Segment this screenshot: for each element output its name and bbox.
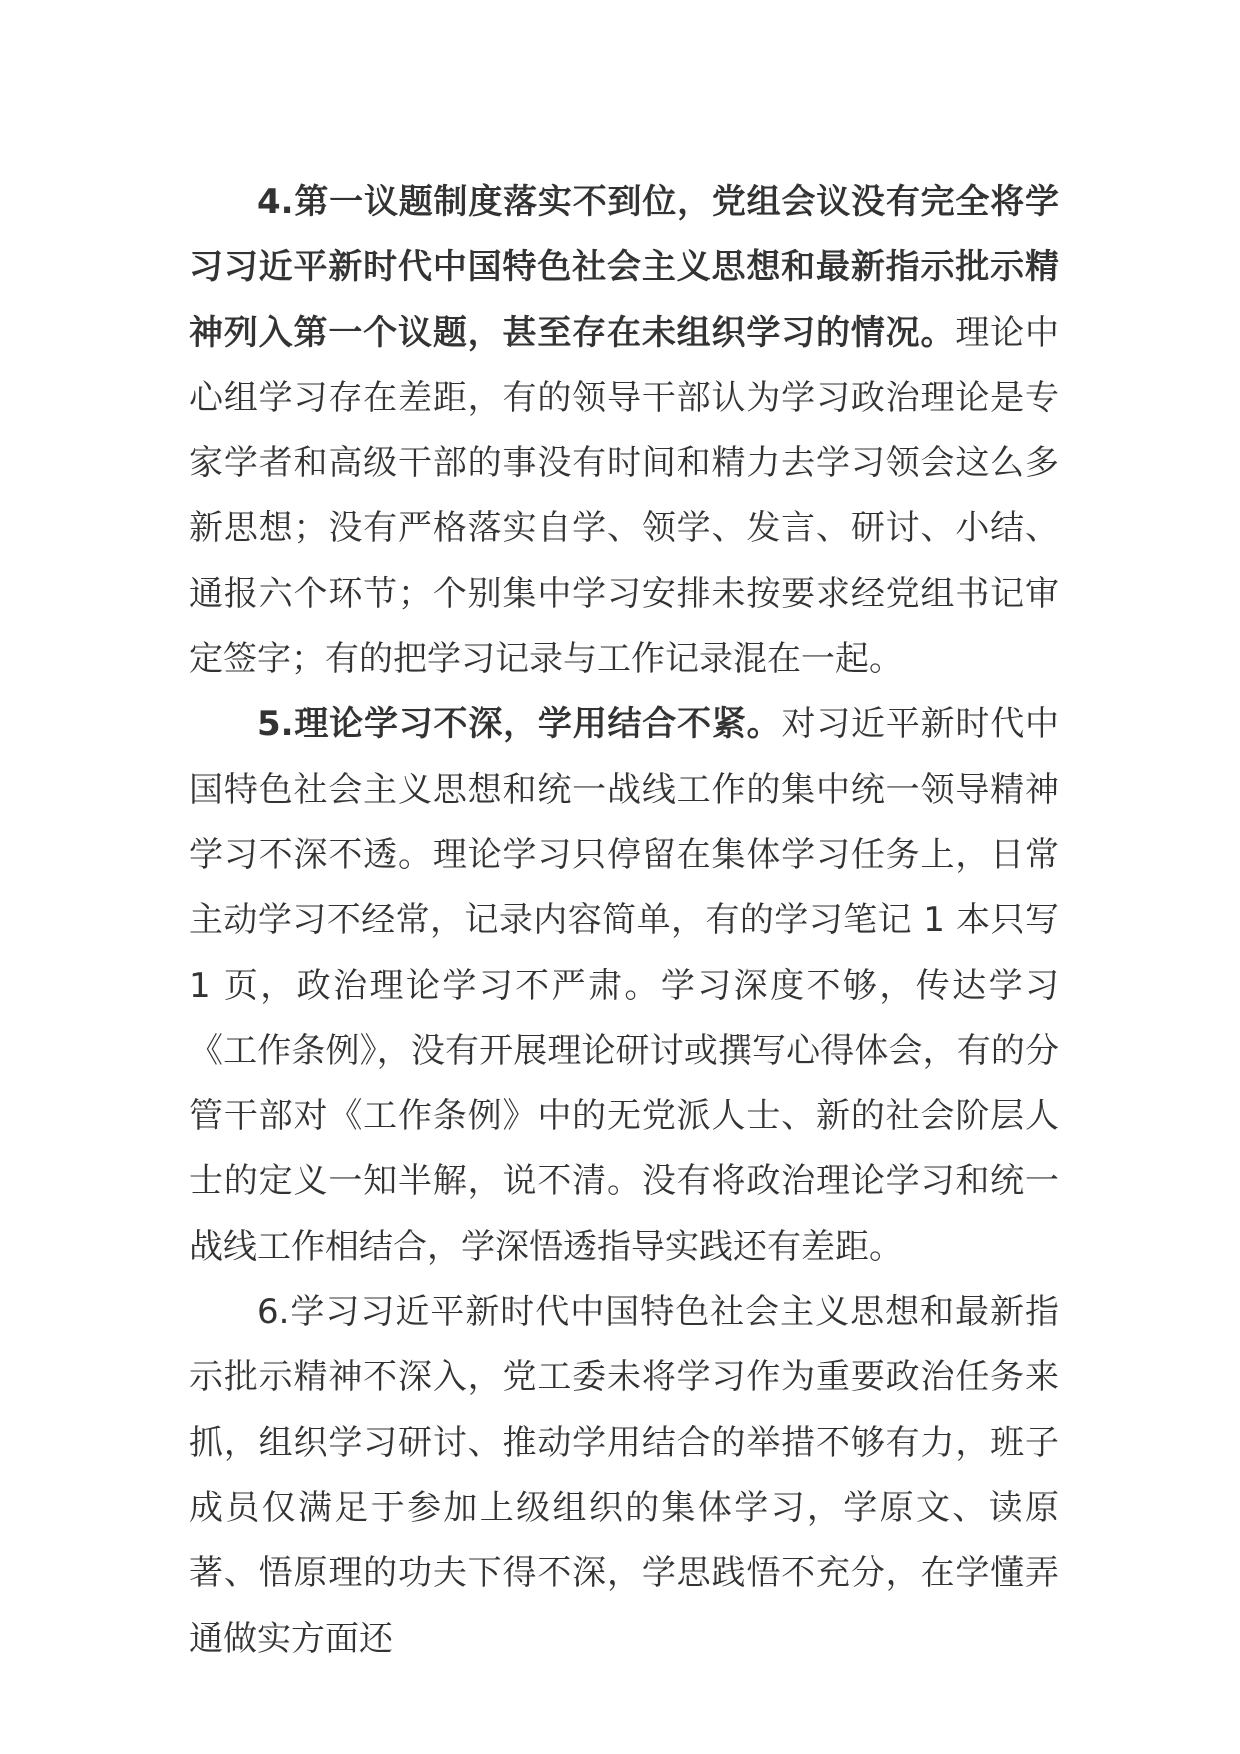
paragraph-4-body: 理论中心组学习存在差距，有的领导干部认为学习政治理论是专家学者和高级干部的事没有时间和精力去学习领会这么多新思想；没有严格落实自学、领学、发言、研讨、小结、通报六个环节；个别集中学习安排未按要求经党组书记审定签字；有的把学习记录与工作记录混在一起。 (189, 312, 1060, 680)
document-page (189, 170, 1059, 1672)
paragraph-5-body: 对习近平新时代中国特色社会主义思想和统一战线工作的集中统一领导精神学习不深不透。理论学习只停留在集体学习任务上，日常主动学习不经常，记录内容简单，有的学习笔记 1 本只写 1 页，政治理论学习不严肃。学习深度不够，传达学习《工作条例》，没有开展理论研讨或撰写心得体会，有的分管干部对《工作条例》中的无党派人士、新的社会阶层人士的定义一知半解，说不清。没有将政治理论学习和统一战线工作相结合，学深悟透指导实践还有差距。 (189, 704, 1059, 1267)
paragraph-4-heading: 4.第一议题制度落实不到位，党组会议没有完全将学习习近平新时代中国特色社会主义思想和最新指示批示精神列入第一个议题，甚至存在未组织学习的情况。 (189, 182, 1059, 353)
paragraph-6 (189, 1280, 1059, 1672)
paragraph-5 (189, 692, 1059, 1280)
paragraph-4 (189, 170, 1059, 692)
paragraph-6-body: 6.学习习近平新时代中国特色社会主义思想和最新指示批示精神不深入，党工委未将学习作为重要政治任务来抓，组织学习研讨、推动学用结合的举措不够有力，班子成员仅满足于参加上级组织的集体学习，学原文、读原著、悟原理的功夫下得不深，学思践悟不充分，在学懂弄通做实方面还 (189, 1292, 1059, 1659)
paragraph-5-heading: 5.理论学习不深，学用结合不紧。 (257, 704, 782, 745)
